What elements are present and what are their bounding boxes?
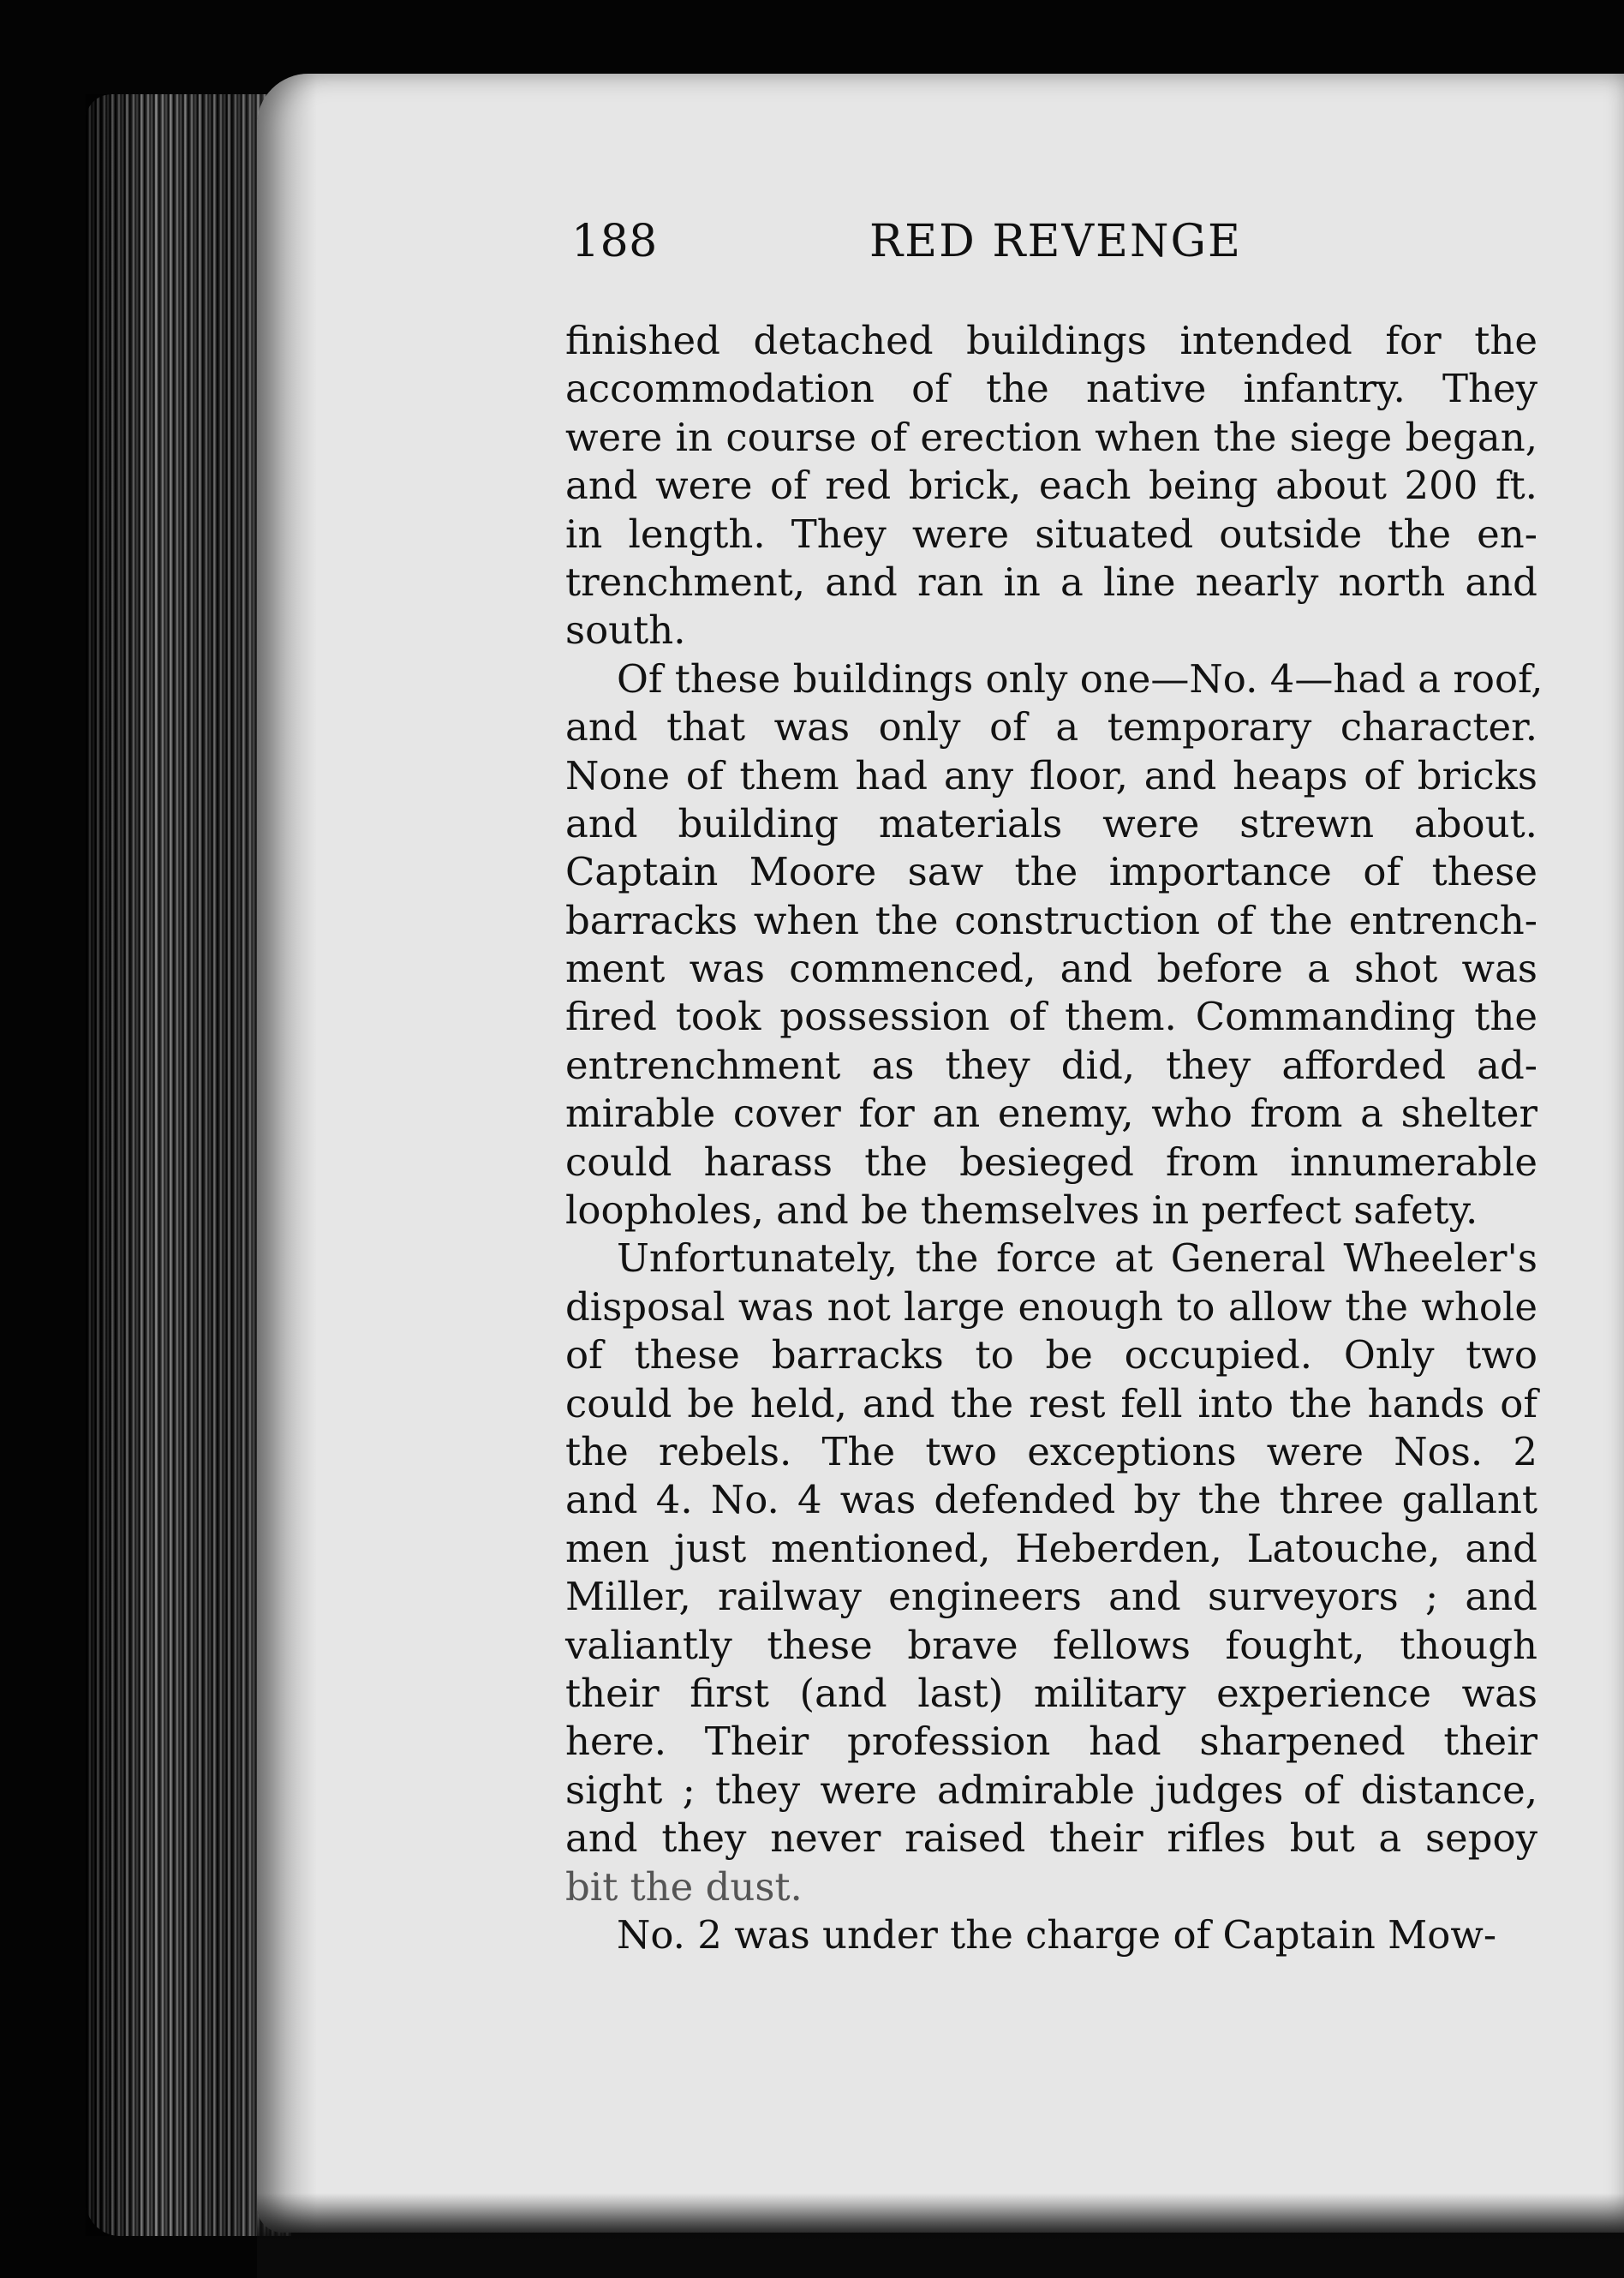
text-line: mirable cover for an enemy, who from a shelter xyxy=(565,1091,1537,1137)
text-line: their first (and last) military experience was xyxy=(565,1670,1537,1716)
text-line: None of them had any floor, and heaps of bricks xyxy=(565,752,1537,798)
body-text xyxy=(565,317,1543,1959)
text-line: and 4. No. 4 was defended by the three gallant xyxy=(565,1477,1537,1523)
text-line: ment was commenced, and before a shot was xyxy=(565,946,1537,992)
text-line: the rebels. The two exceptions were Nos. 2 xyxy=(565,1428,1537,1474)
text-line: of these barracks to be occupied. Only two xyxy=(565,1332,1537,1378)
text-line: loopholes, and be themselves in perfect safety. xyxy=(565,1187,1478,1234)
text-line: and they never raised their rifles but a sepoy xyxy=(565,1815,1537,1862)
text-line: Captain Moore saw the importance of these xyxy=(565,849,1537,895)
text-line: in length. They were situated outside the en- xyxy=(565,511,1537,557)
text-line: entrenchment as they did, they afforded ad- xyxy=(565,1042,1537,1088)
text-line: valiantly these brave fellows fought, though xyxy=(565,1622,1537,1668)
text-line: were in course of erection when the siege began, xyxy=(565,414,1537,460)
running-title: RED REVENGE xyxy=(869,216,1242,267)
text-line: Unfortunately, the force at General Wheeler's xyxy=(617,1235,1537,1282)
text-line: Miller, railway engineers and surveyors ; and xyxy=(565,1574,1537,1620)
page-number: 188 xyxy=(571,216,658,267)
text-line: barracks when the construction of the entrench- xyxy=(565,897,1537,943)
text-line: and that was only of a temporary character. xyxy=(565,704,1537,750)
text-line: trenchment, and ran in a line nearly north and xyxy=(565,559,1537,605)
text-line: south. xyxy=(565,607,686,654)
text-line: could be held, and the rest fell into the hands of xyxy=(565,1380,1537,1426)
text-line: sight ; they were admirable judges of distance, xyxy=(565,1767,1537,1813)
text-line: could harass the besieged from innumerable xyxy=(565,1139,1537,1185)
text-line: finished detached buildings intended for the xyxy=(565,318,1537,363)
text-line: No. 2 was under the charge of Captain Mow- xyxy=(617,1911,1497,1958)
text-line: and building materials were strewn about. xyxy=(565,800,1537,846)
text-line: disposal was not large enough to allow the whole xyxy=(565,1283,1537,1330)
text-line: and were of red brick, each being about 200 ft. xyxy=(565,463,1537,509)
text-line: bit the dust. xyxy=(565,1863,803,1910)
text-line: men just mentioned, Heberden, Latouche, and xyxy=(565,1525,1537,1571)
text-line: here. Their profession had sharpened their xyxy=(565,1719,1537,1765)
text-line: accommodation of the native infantry. They xyxy=(565,366,1537,412)
text-line: fired took possession of them. Commanding the xyxy=(565,994,1537,1040)
running-head xyxy=(571,216,1539,284)
text-line: Of these buildings only one—No. 4—had a roof, xyxy=(617,655,1543,702)
bottom-shadow xyxy=(257,2193,1624,2278)
